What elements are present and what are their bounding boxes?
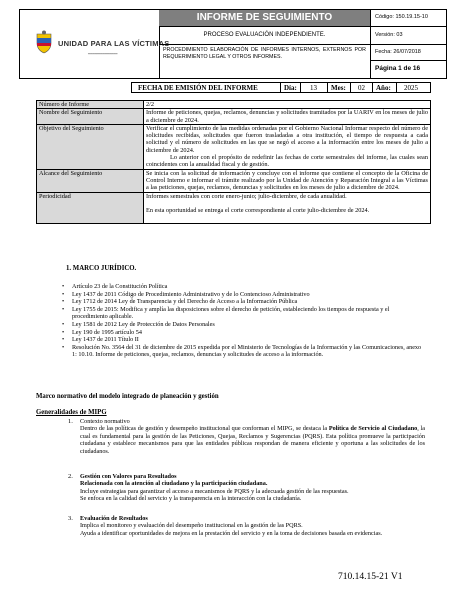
legal-framework-heading: 1. MARCO JURÍDICO. [66, 265, 137, 272]
normative-context-section [80, 418, 425, 455]
list-item: • Ley 1581 de 2012 Ley de Protección de Datos Personales [62, 321, 422, 329]
list-item: • Artículo 23 de la Constitución Política [62, 283, 422, 291]
coat-of-arms-icon [34, 30, 54, 54]
report-number-value: 2/2 [144, 101, 431, 109]
day-value: 13 [310, 84, 317, 92]
scope-label: Alcance del Seguimiento [37, 169, 144, 192]
report-number-label: Número de Informe [37, 101, 144, 109]
process-name: PROCESO EVALUACIÓN INDEPENDIENTE. [159, 27, 370, 45]
document-header [19, 9, 447, 79]
section-line: Ayuda a identificar oportunidades de mejora en la prestación del servicio y en la toma de decisiones basada en evidencias. [80, 529, 383, 537]
emission-date-label: FECHA DE EMISIÓN DEL INFORME [138, 84, 258, 92]
report-info-table [36, 100, 431, 224]
section-body: Dentro de las políticas de gestión y desempeño institucional que conforman el MIPG, se destaca la Política de Servicio al Ciudadano, la cual es fundamental para la gestión de las Peticiones, Quejas, Reclamos y Sugerencias (PQRS). Esta política promueve la participación ciudadana y establece mecanismos para que las entidades públicas respondan de manera eficiente y oportuna a las solicitudes de los ciudadanos. [80, 425, 425, 455]
section-line: Relacionada con la atención al ciudadano y la participación ciudadana. [80, 480, 268, 488]
objective-paragraph-2: Lo anterior con el propósito de redefinir las fechas de corte semestrales del informe, las cuales sean coincidentes con la anualidad fiscal y de gestión. [146, 154, 428, 169]
section-line: Incluye estrategias para garantizar el acceso a mecanismos de PQRS y la adecuada gestión de las respuestas. [80, 487, 349, 495]
objective-paragraph-1: Verificar el cumplimiento de las medidas ordenadas por el Gobierno Nacional Informar respecto del número de solicitudes recibidas, solicitudes que fueron trasladadas a otra institución, el tiempo de respuesta a cada solicitud y el número de solicitudes en las que se negó el acceso a la información entre los meses de julio a diciembre de 2024. [146, 124, 428, 154]
document-code: Código: 150.19.15-10 [375, 14, 428, 20]
periodicity-paragraph-2: En esta oportunidad se entrega el corte correspondiente al corte julio-diciembre de 2024. [146, 206, 370, 214]
section-title: Gestión con Valores para Resultados [80, 473, 177, 480]
periodicity-value [144, 192, 431, 223]
item-number: 3. [68, 515, 73, 522]
document-version: Versión: 03 [375, 32, 403, 38]
section-title: Evaluación de Resultados [80, 515, 148, 522]
mipg-framework-heading: Marco normativo del modelo integrado de planeación y gestión [36, 393, 219, 400]
item-number: 2. [68, 473, 73, 480]
tracking-name-value: Informe de peticiones, quejas, reclamos, denuncias y solicitudes tramitados por la UARIV en los meses de julio a diciembre de 2024. [144, 109, 431, 125]
year-value: 2025 [404, 84, 418, 92]
values-management-section [80, 473, 425, 503]
results-evaluation-section [80, 515, 425, 537]
table-row [37, 169, 431, 192]
document-title: INFORME DE SEGUIMIENTO [159, 10, 370, 27]
objective-label: Objetivo del Seguimiento [37, 124, 144, 169]
legal-framework-list [62, 283, 422, 359]
month-label: Mes: [331, 84, 346, 92]
list-item: • Ley 1437 de 2011 Código de Procedimiento Administrativo y de lo Contencioso Administrativo [62, 291, 422, 299]
list-item: • Ley 190 de 1995 artículo 54 [62, 329, 422, 337]
list-item: • Ley 1755 de 2015: Modifica y amplía las disposiciones sobre el derecho de petición, estableciendo los tiempos de respuesta y el procedimiento aplicable. [62, 306, 422, 321]
table-row [37, 109, 431, 125]
periodicity-paragraph-1: Informes semestrales con corte enero-junio; julio-diciembre, de cada anualidad. [146, 192, 347, 200]
document-footer-code: 710.14.15-21 V1 [338, 572, 403, 582]
section-line: Se enfoca en la calidad del servicio y la transparencia en la interacción con la ciudadanía. [80, 495, 302, 503]
list-item: • Ley 1437 de 2011 Título II [62, 336, 422, 344]
mipg-generalities-heading: Generalidades de MIPG [36, 409, 107, 416]
entity-name: UNIDAD PARA LAS VÍCTIMAS [58, 39, 170, 48]
tracking-name-label: Nombre del Seguimiento [37, 109, 144, 125]
day-label: Día: [284, 84, 297, 92]
month-value: 02 [358, 84, 365, 92]
list-item: • Resolución No. 3564 del 31 de diciembre de 2015 expedida por el Ministerio de Tecnologías de la Información y las Comunicaciones, anexo 1: 10.10. Informe de peticiones, quejas, reclamos, denuncias y solicitudes de acceso a la información. [62, 344, 422, 359]
periodicity-label: Periodicidad [37, 192, 144, 223]
document-date: Fecha: 26/07/2018 [375, 49, 421, 55]
table-row [37, 124, 431, 169]
emission-date-row [131, 82, 431, 93]
objective-value [144, 124, 431, 169]
item-number: 1. [68, 418, 73, 425]
table-row [37, 101, 431, 109]
page-counter: Página 1 de 16 [375, 65, 421, 72]
document-control-column [370, 10, 447, 78]
list-item: • Ley 1712 de 2014 Ley de Transparencia y del Derecho de Acceso a la Información Pública [62, 298, 422, 306]
section-title: Contexto normativo [80, 418, 130, 425]
section-line: Implica el monitoreo y evaluación del desempeño institucional en la gestión de las PQRS. [80, 522, 303, 530]
scope-value: Se inicia con la solicitud de información y concluye con el informe que contiene el concepto de la Oficina de Control Interno e informar el trámite realizado por la Unidad de Atención y Reparación Integral a las Víctimas a las peticiones, quejas, reclamos, denuncias y solicitudes en los meses de julio a diciembre de 2024. [144, 169, 431, 192]
procedure-name: PROCEDIMIENTO ELABORACIÓN DE INFORMES INTERNOS, EXTERNOS POR REQUERIMIENTO LEGAL Y OTROS INFORMES. [163, 47, 366, 60]
table-row [37, 192, 431, 223]
year-label: Año: [376, 84, 391, 92]
entity-tagline: ━━━━━━━━━━━━━━ [88, 52, 118, 56]
logo-cell [20, 10, 170, 78]
